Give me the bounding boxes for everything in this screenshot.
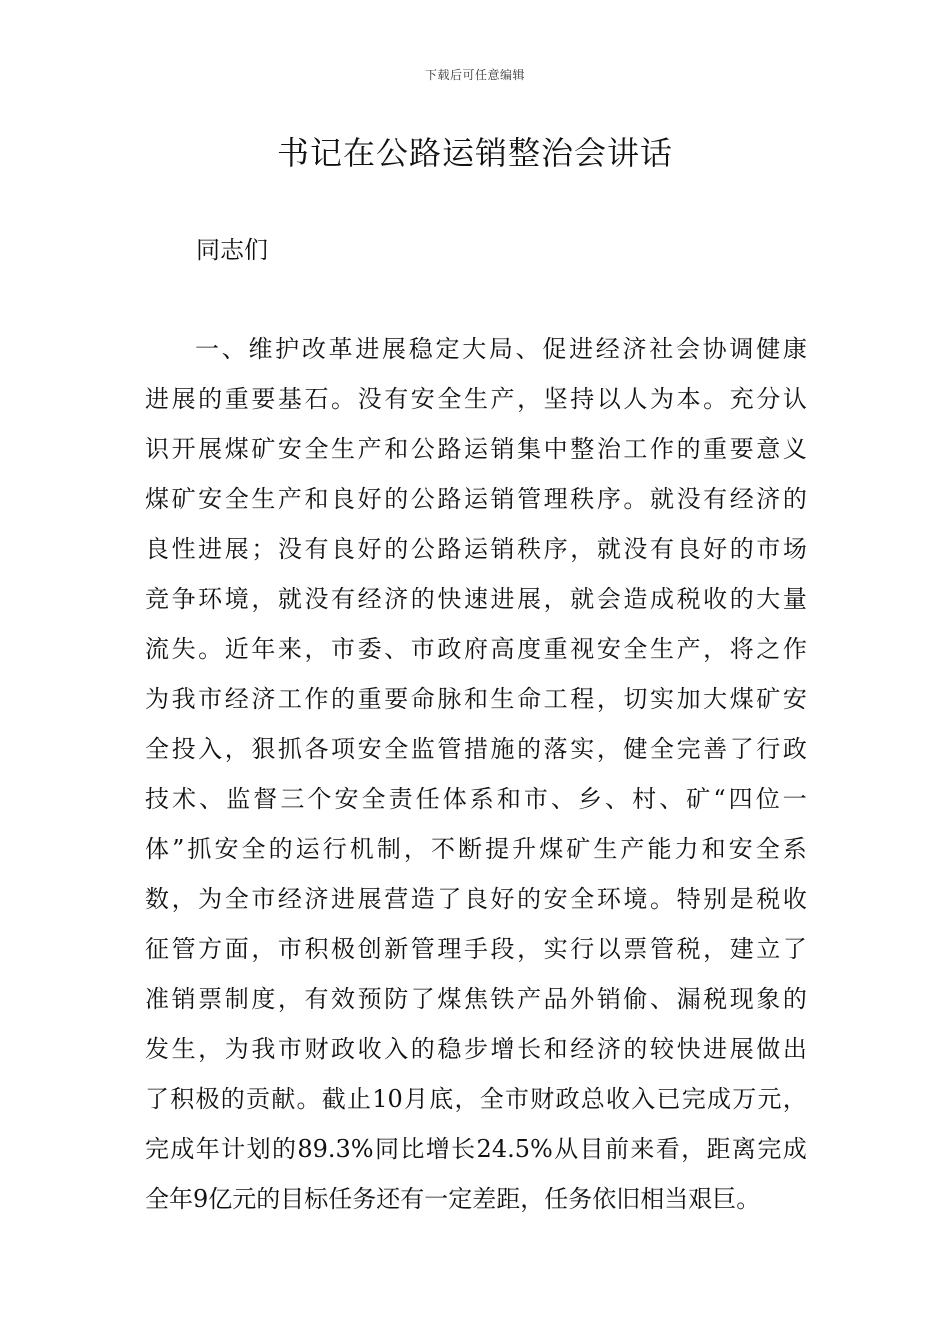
body-line: 技 术 、 监 督 三 个 安 全 责 任 体 系 和 市 、 乡 、 村 、 矿 “ 四 位 一 bbox=[145, 785, 807, 813]
body-line: 征 管 方 面 ， 市 积 极 创 新 管 理 手 段 ， 实 行 以 票 管 税 ， 建 立 了 bbox=[145, 935, 807, 963]
body-line: 完 成 年 计 划 的 89.3% 同 比 增 长 24.5% 从 目 前 来 看 ， 距 离 完 成 bbox=[145, 1135, 807, 1163]
body-line: 竞 争 环 境 ， 就 没 有 经 济 的 快 速 进 展 ， 就 会 造 成 税 收 的 大 量 bbox=[145, 585, 807, 613]
body-line: 全年9亿元的目标任务还有一定差距，任务依旧相当艰巨。 bbox=[145, 1185, 761, 1213]
salutation: 同志们 bbox=[196, 236, 268, 264]
body-line: 为 我 市 经 济 工 作 的 重 要 命 脉 和 生 命 工 程 ， 切 实 加 大 煤 矿 安 bbox=[145, 685, 807, 713]
document-title: 书记在公路运销整治会讲话 bbox=[276, 134, 673, 172]
body-line: 了 积 极 的 贡 献 。 截 止 10 月 底 ， 全 市 财 政 总 收 入 已 完 成 万 元 ， bbox=[145, 1085, 807, 1113]
body-paragraph bbox=[145, 331, 807, 1231]
header-note: 下载后可任意编辑 bbox=[424, 68, 525, 82]
body-line: 良 性 进 展 ； 没 有 良 好 的 公 路 运 销 秩 序 ， 就 没 有 良 好 的 市 场 bbox=[145, 535, 807, 563]
body-line: 全 投 入 ， 狠 抓 各 项 安 全 监 管 措 施 的 落 实 ， 健 全 完 善 了 行 政 bbox=[145, 735, 807, 763]
body-line: 识 开 展 煤 矿 安 全 生 产 和 公 路 运 销 集 中 整 治 工 作 的 重 要 意 义 bbox=[145, 435, 807, 463]
body-line: 发 生 ， 为 我 市 财 政 收 入 的 稳 步 增 长 和 经 济 的 较 快 进 展 做 出 bbox=[145, 1035, 807, 1063]
body-line: 一 、 维 护 改 革 进 展 稳 定 大 局 、 促 进 经 济 社 会 协 调 健 康 bbox=[195, 335, 807, 363]
body-line: 准 销 票 制 度 ， 有 效 预 防 了 煤 焦 铁 产 品 外 销 偷 、 漏 税 现 象 的 bbox=[145, 985, 807, 1013]
body-line: 煤 矿 安 全 生 产 和 良 好 的 公 路 运 销 管 理 秩 序 。 就 没 有 经 济 的 bbox=[145, 485, 807, 513]
body-line: 体 ” 抓 安 全 的 运 行 机 制 ， 不 断 提 升 煤 矿 生 产 能 力 和 安 全 系 bbox=[145, 835, 807, 863]
body-line: 数 ， 为 全 市 经 济 进 展 营 造 了 良 好 的 安 全 环 境 。 特 别 是 税 收 bbox=[145, 885, 807, 913]
body-line: 进 展 的 重 要 基 石 。 没 有 安 全 生 产 ， 坚 持 以 人 为 本 。 充 分 认 bbox=[145, 385, 807, 413]
body-line: 流 失 。 近 年 来 ， 市 委 、 市 政 府 高 度 重 视 安 全 生 产 ， 将 之 作 bbox=[145, 635, 807, 663]
